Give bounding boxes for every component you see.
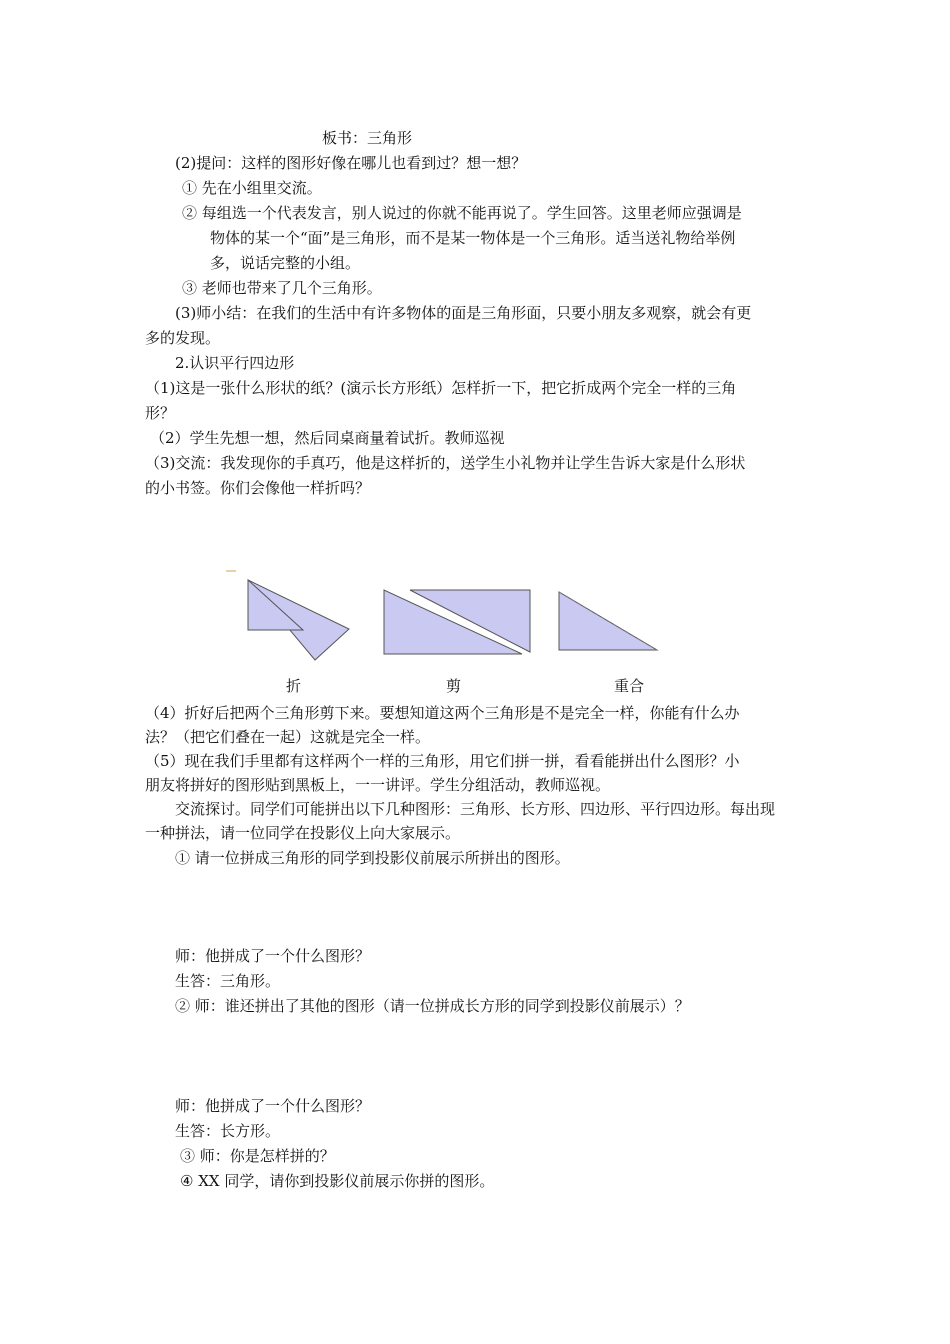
text-line: （5）现在我们手里都有这样两个一样的三角形，用它们拼一拼，看看能拼出什么图形？小 xyxy=(145,752,740,770)
text-line: 多的发现。 xyxy=(145,329,221,347)
text-line: 多，说话完整的小组。 xyxy=(210,254,361,272)
text-line: （1)这是一张什么形状的纸？(演示长方形纸）怎样折一下，把它折成两个完全一样的三角 xyxy=(145,379,737,397)
text-line: 一种拼法，请一位同学在投影仪上向大家展示。 xyxy=(145,824,461,842)
text-line: ④ XX 同学，请你到投影仪前展示你拼的图形。 xyxy=(180,1172,495,1190)
text-line: 生答：三角形。 xyxy=(175,972,281,990)
caption-cut: 剪 xyxy=(446,677,462,695)
text-line: 的小书签。你们会像他一样折吗？ xyxy=(145,479,371,497)
text-line: (3)师小结：在我们的生活中有许多物体的面是三角形面，只要小朋友多观察，就会有更 xyxy=(175,304,752,322)
text-line: 物体的某一个“面”是三角形，而不是某一物体是一个三角形。适当送礼物给举例 xyxy=(210,229,736,247)
text-line: ① 请一位拼成三角形的同学到投影仪前展示所拼出的图形。 xyxy=(175,849,570,867)
text-line: （3)交流：我发现你的手真巧，他是这样折的，送学生小礼物并让学生告诉大家是什么形状 xyxy=(145,454,746,472)
text-line: 交流探讨。同学们可能拼出以下几种图形：三角形、长方形、四边形、平行四边形。每出现 xyxy=(175,800,776,818)
text-line: ② 每组选一个代表发言，别人说过的你就不能再说了。学生回答。这里老师应强调是 xyxy=(182,204,742,222)
board-title: 板书：三角形 xyxy=(322,129,413,147)
text-line: 朋友将拼好的图形贴到黑板上，一一讲评。学生分组活动，教师巡视。 xyxy=(145,776,611,794)
text-line: ① 先在小组里交流。 xyxy=(182,179,322,197)
text-line: ③ 老师也带来了几个三角形。 xyxy=(182,279,382,297)
text-line: ③ 师：你是怎样拼的？ xyxy=(180,1147,335,1165)
caption-fold: 折 xyxy=(286,677,302,695)
text-line: 师：他拼成了一个什么图形？ xyxy=(175,1097,371,1115)
text-line: 生答：长方形。 xyxy=(175,1122,281,1140)
text-line: 师：他拼成了一个什么图形？ xyxy=(175,947,371,965)
text-line: 法？（把它们叠在一起）这就是完全一样。 xyxy=(145,728,431,746)
text-line: 2.认识平行四边形 xyxy=(175,354,295,372)
text-line: 形？ xyxy=(145,404,176,422)
text-line: ② 师：谁还拼出了其他的图形（请一位拼成长方形的同学到投影仪前展示）？ xyxy=(175,997,690,1015)
text-line: （4）折好后把两个三角形剪下来。要想知道这两个三角形是不是完全一样，你能有什么办 xyxy=(145,704,740,722)
text-line: （2）学生先想一想，然后同桌商量着试折。教师巡视 xyxy=(150,429,505,447)
text-line: (2)提问：这样的图形好像在哪儿也看到过？想一想？ xyxy=(175,154,527,172)
caption-overlap: 重合 xyxy=(614,677,645,695)
fold-cut-overlap-figure xyxy=(220,560,680,670)
